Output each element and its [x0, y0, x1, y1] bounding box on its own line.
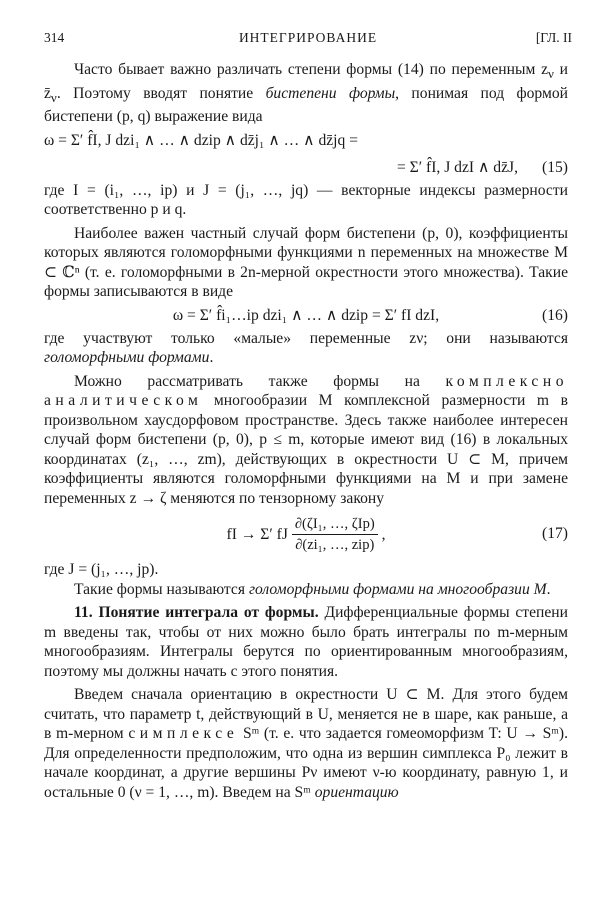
spaced-term: комплексно аналитическом	[44, 372, 568, 410]
term-italic: бистепени формы	[265, 84, 396, 102]
spaced-term: симплексе	[128, 725, 239, 743]
text-run: .	[209, 349, 214, 367]
section-11-paragraph	[44, 603, 568, 681]
fraction-numerator: ∂(ζI₁, …, ζIp)	[292, 514, 378, 535]
equation-15-line2	[44, 154, 568, 181]
equation-text: ω = Σ′ f̂I, J dzi₁ ∧ … ∧ dzip ∧ dz̄j₁ ∧ … ∧ dz̄jq =	[44, 131, 358, 149]
paragraph-holomorphic: Наиболее важен частный случай форм бистепени (p, 0), коэффициенты которых являются голоморфными функциями n переменных на множестве M ⊂ ℂⁿ (т. е. голоморфными в 2n-мерной окрестности этого множества). Такие формы записываются в виде	[44, 224, 568, 301]
term-italic: ориентацию	[314, 783, 399, 801]
text-run: Sᵐ (т. е. что задается гомеоморфизм T: U → Sᵐ). Для определенности предположим, что одна из вершин симплекса P₀ лежит в начале координат, а другие вершины Pν имеют ν-ю координату, равную 1, и остальные 0 (ν = 1, …, m). Введем на Sᵐ	[44, 725, 569, 801]
text-run: Введем сначала ориентацию в окрестности U ⊂ M. Для этого будем считать, что параметр t, действующий в U, меняется не в шаре, как раньше, а в m-мерном	[44, 686, 568, 743]
page-header	[44, 30, 572, 50]
jacobian-fraction	[292, 514, 378, 555]
paragraph-indices: где I = (i₁, …, ip) и J = (j₁, …, jq) — векторные индексы размерности соответственно p и q.	[44, 181, 568, 219]
paragraph-bidegree	[44, 60, 568, 127]
paragraph-index-j: где J = (j₁, …, jp).	[44, 561, 159, 579]
equation-16	[44, 302, 568, 329]
equation-number: (17)	[542, 525, 568, 543]
equation-text: = Σ′ f̂I, J dzI ∧ dz̄J,	[396, 158, 518, 176]
paragraph-manifold	[44, 372, 568, 509]
term-italic: голоморфными формами на многообразии M	[248, 580, 547, 598]
term-italic: голоморфными формами	[44, 349, 210, 367]
text-run: Можно рассматривать также формы на	[74, 372, 446, 390]
equation-text: ω = Σ′ f̂i₁…ip dzi₁ ∧ … ∧ dzip = Σ′ fI dzI,	[172, 306, 440, 324]
text-run: Часто бывает важно различать степени формы (14) по переменным z	[74, 61, 548, 78]
paragraph-holomorphic-forms	[44, 580, 568, 600]
text-run: ν	[50, 89, 57, 105]
text-run: и z̄	[44, 61, 568, 102]
text-run: Такие формы называются	[74, 580, 249, 598]
equation-17	[44, 508, 568, 560]
equation-number: (16)	[542, 306, 568, 324]
equation-text: fI → Σ′ fJ	[226, 525, 288, 543]
text-body	[44, 60, 568, 802]
equation-number: (15)	[542, 158, 568, 176]
text-run: многообразии M комплексной размерности m в произвольном хаусдорфовом пространстве. Здесь также наиболее интересен случай форм бистепени (p, 0), p ≤ m, которые имеют вид (16) в локальных координатах (z₁, …, zm), действующих в окрестности U ⊂ M, причем коэффициенты являются голоморфными функциями на M и при замене переменных z → ζ меняются по тензорному закону	[44, 392, 568, 507]
running-title: ИНТЕГРИРОВАНИЕ	[238, 30, 378, 45]
text-run: .	[546, 580, 551, 598]
paragraph-orientation	[44, 685, 568, 802]
equation-17-body	[44, 508, 568, 560]
page-number: 314	[44, 30, 65, 45]
text-run: ν	[548, 66, 554, 82]
chapter-label: [ГЛ. II	[535, 30, 572, 45]
equation-text: ,	[381, 525, 386, 543]
fraction-denominator: ∂(zi₁, …, zip)	[295, 537, 375, 554]
paragraph-small-vars	[44, 329, 568, 368]
text-run: . Поэтому вводят понятие	[56, 84, 266, 102]
section-heading: 11. Понятие интеграла от формы.	[74, 604, 319, 622]
text-run: Дифференциальные формы степени m введены так, чтобы от них можно было брать интегралы по m-мерным многообразиям. Интегралы берутся по ориентированным многообразиям, поэтому мы должны начать с этого понятия.	[44, 604, 569, 680]
equation-15-line1	[44, 127, 568, 154]
text-run: , понимая под формой бистепени (p, q) выражение вида	[44, 84, 568, 126]
text-run: где участвуют только «малые» переменные zν; они называются	[44, 329, 568, 347]
